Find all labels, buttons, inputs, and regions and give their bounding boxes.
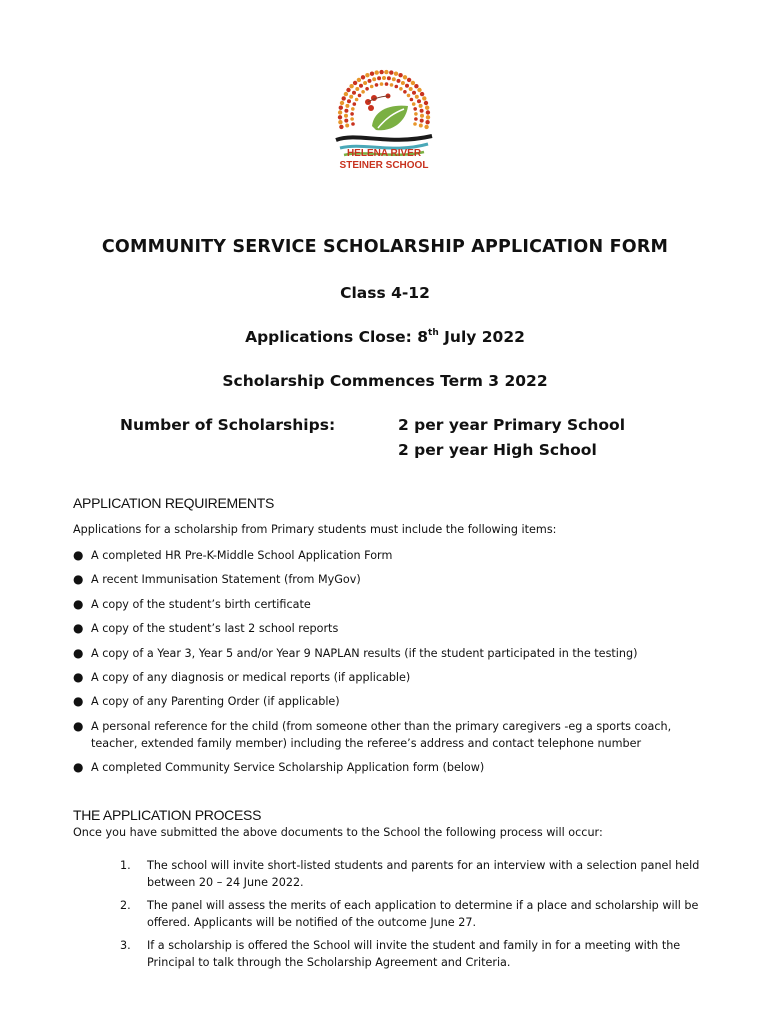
bullet-icon: ● — [73, 548, 84, 562]
list-item-text: A completed Community Service Scholarship Application form (below) — [91, 761, 485, 775]
process-heading: THE APPLICATION PROCESS — [73, 807, 262, 823]
list-item-text: A copy of a Year 3, Year 5 and/or Year 9 NAPLAN results (if the student participated in the testing) — [91, 646, 638, 660]
class-range: Class 4-12 — [340, 284, 430, 302]
step-text: The school will invite short-listed students and parents for an interview with a selection panel held between 20 – 24 June 2022. — [147, 859, 700, 889]
bullet-icon: ● — [73, 621, 84, 636]
list-item — [73, 718, 713, 752]
requirements-list — [73, 547, 713, 784]
list-item — [73, 620, 713, 637]
list-item — [73, 693, 713, 710]
step-number: 2. — [120, 899, 131, 912]
bullet-icon: ● — [73, 669, 84, 684]
list-item-text: A recent Immunisation Statement (from MyGov) — [91, 573, 361, 587]
step-number: 1. — [120, 859, 131, 872]
list-item — [73, 669, 713, 686]
step-text: If a scholarship is offered the School will invite the student and family in for a meeting with the Principal to talk through the Scholarship Agreement and Criteria. — [147, 939, 681, 969]
scholarships-primary: 2 per year Primary School — [398, 416, 626, 434]
bullet-icon: ● — [73, 645, 84, 660]
scholarships-high: 2 per year High School — [398, 441, 597, 459]
scholarships-label: Number of Scholarships: — [120, 416, 336, 434]
list-item-text: A copy of the student’s birth certificate — [91, 597, 311, 611]
logo-name-line1: HELENA RIVER — [346, 148, 422, 159]
list-item — [73, 596, 713, 613]
bullet-icon: ● — [73, 694, 84, 709]
list-item — [120, 897, 700, 931]
bullet-icon: ● — [73, 760, 84, 775]
form-title: COMMUNITY SERVICE SCHOLARSHIP APPLICATION FORM — [101, 237, 669, 257]
list-item — [120, 857, 700, 891]
logo-name-line2: STEINER SCHOOL — [339, 160, 429, 171]
list-item — [120, 937, 700, 971]
requirements-intro: Applications for a scholarship from Primary students must include the following items: — [73, 523, 557, 536]
list-item-text: A copy of any Parenting Order (if applicable) — [91, 695, 340, 709]
requirements-heading: APPLICATION REQUIREMENTS — [73, 495, 275, 511]
bullet-icon: ● — [73, 572, 84, 587]
list-item — [73, 571, 713, 588]
step-number: 3. — [120, 939, 131, 952]
applications-close: Applications Close: 8th July 2022 — [245, 328, 525, 346]
process-steps — [120, 857, 700, 977]
bullet-icon: ● — [73, 596, 84, 611]
list-item — [73, 547, 713, 564]
process-intro: Once you have submitted the above documents to the School the following process will occur: — [73, 826, 603, 839]
step-text: The panel will assess the merits of each application to determine if a place and scholarship will be offered. Applicants will be notified of the outcome June 27. — [147, 899, 699, 929]
list-item-text: A copy of the student’s last 2 school reports — [91, 622, 339, 636]
list-item — [73, 645, 713, 662]
list-item-text: A personal reference for the child (from someone other than the primary caregivers -eg a sports coach, teacher, extended family member) including the referee’s address and contact telephone number — [91, 719, 672, 750]
bullet-icon: ● — [73, 718, 84, 733]
list-item-text: A copy of any diagnosis or medical reports (if applicable) — [91, 670, 411, 684]
list-item — [73, 759, 713, 776]
list-item-text: A completed HR Pre-K-Middle School Application Form — [91, 549, 393, 562]
scholarship-commences: Scholarship Commences Term 3 2022 — [222, 372, 548, 390]
